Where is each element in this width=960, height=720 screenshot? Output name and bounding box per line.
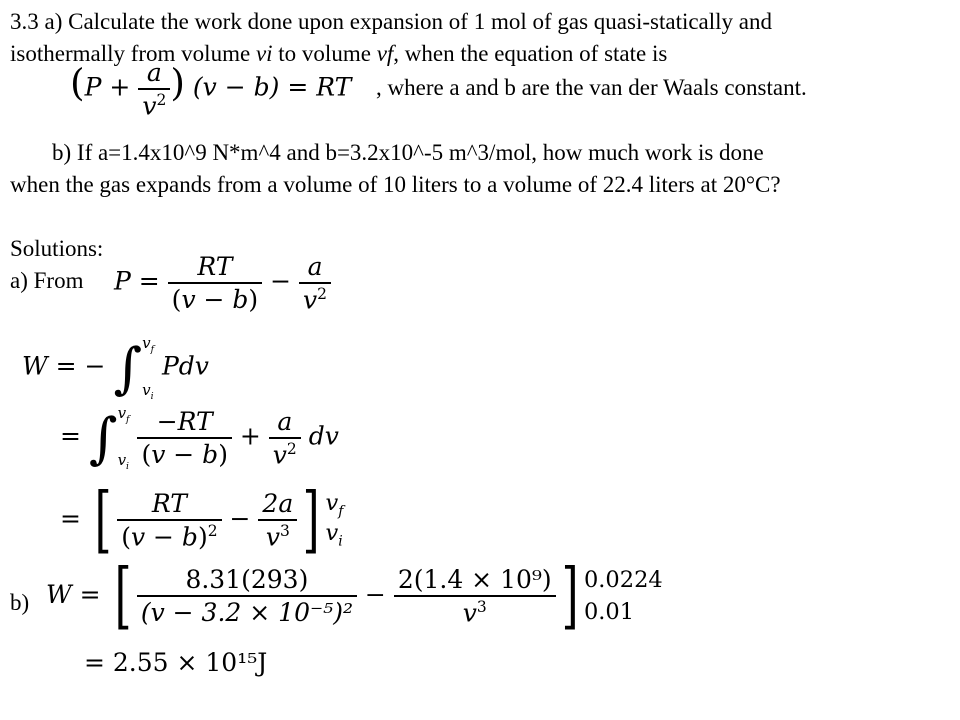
work-evaluated: = [ $\frac{RT}{(v - b)^2}$ − $\frac{2a}{v^3}$ ] $v_f$ $v_i$ bbox=[60, 478, 344, 562]
b-numerator-1: 8.31(293) bbox=[137, 565, 357, 597]
part-a-from-label: a) From bbox=[10, 268, 84, 293]
upper-limit: 0.0224 bbox=[583, 566, 663, 593]
part-b-line-1: b) If a=1.4x10^9 N*m^4 and b=3.2x10^-5 m^3/mol, how much work is done bbox=[52, 140, 764, 165]
problem-line-2-post: , when the equation of state is bbox=[393, 41, 668, 66]
vdw-equation: (P + $\frac{a}{v^2}$ ) (v − b) = RT bbox=[70, 58, 352, 121]
vi-label: vi bbox=[255, 41, 273, 66]
work-integral-expanded: = ∫ $v_f$ $v_i$ $\frac{-RT}{(v - b)}$ + $\frac{a}{v^2}$ dv bbox=[60, 404, 339, 473]
b-denominator-1: (v − 3.2 × 10⁻⁵)² bbox=[140, 598, 353, 628]
problem-line-2-mid: to volume bbox=[272, 41, 377, 66]
vf-label: vf bbox=[376, 41, 394, 66]
lower-limit: 0.01 bbox=[583, 599, 635, 626]
work-integral: W = − ∫ $v_f$ $v_i$ Pdv bbox=[22, 334, 209, 403]
problem-line-1: 3.3 a) Calculate the work done upon expansion of 1 mol of gas quasi-statically and bbox=[10, 9, 772, 34]
final-result: = 2.55 × 10¹⁵J bbox=[84, 648, 268, 677]
part-b-work: W = [ $\frac{8.31(293)}{\text{(v − 3.2 × 10⁻⁵)²}}$ − $\frac{\text{2(1.4 × 10⁹)}}{v^3}$ ] 0.0224 0.01 bbox=[46, 554, 663, 638]
pressure-equation: P = $\frac{RT}{(v - b)}$ − $\frac{a}{v^2}$ bbox=[114, 252, 331, 314]
problem-line-2-pre: isothermally from volume bbox=[10, 41, 256, 66]
part-b-label: b) bbox=[10, 590, 30, 615]
solutions-heading: Solutions: bbox=[10, 236, 104, 261]
equation-suffix: , where a and b are the van der Waals constant. bbox=[376, 75, 807, 100]
part-b-line-2: when the gas expands from a volume of 10 liters to a volume of 22.4 liters at 20°C? bbox=[10, 172, 781, 197]
b-numerator-2: 2(1.4 × 10⁹) bbox=[394, 565, 556, 597]
